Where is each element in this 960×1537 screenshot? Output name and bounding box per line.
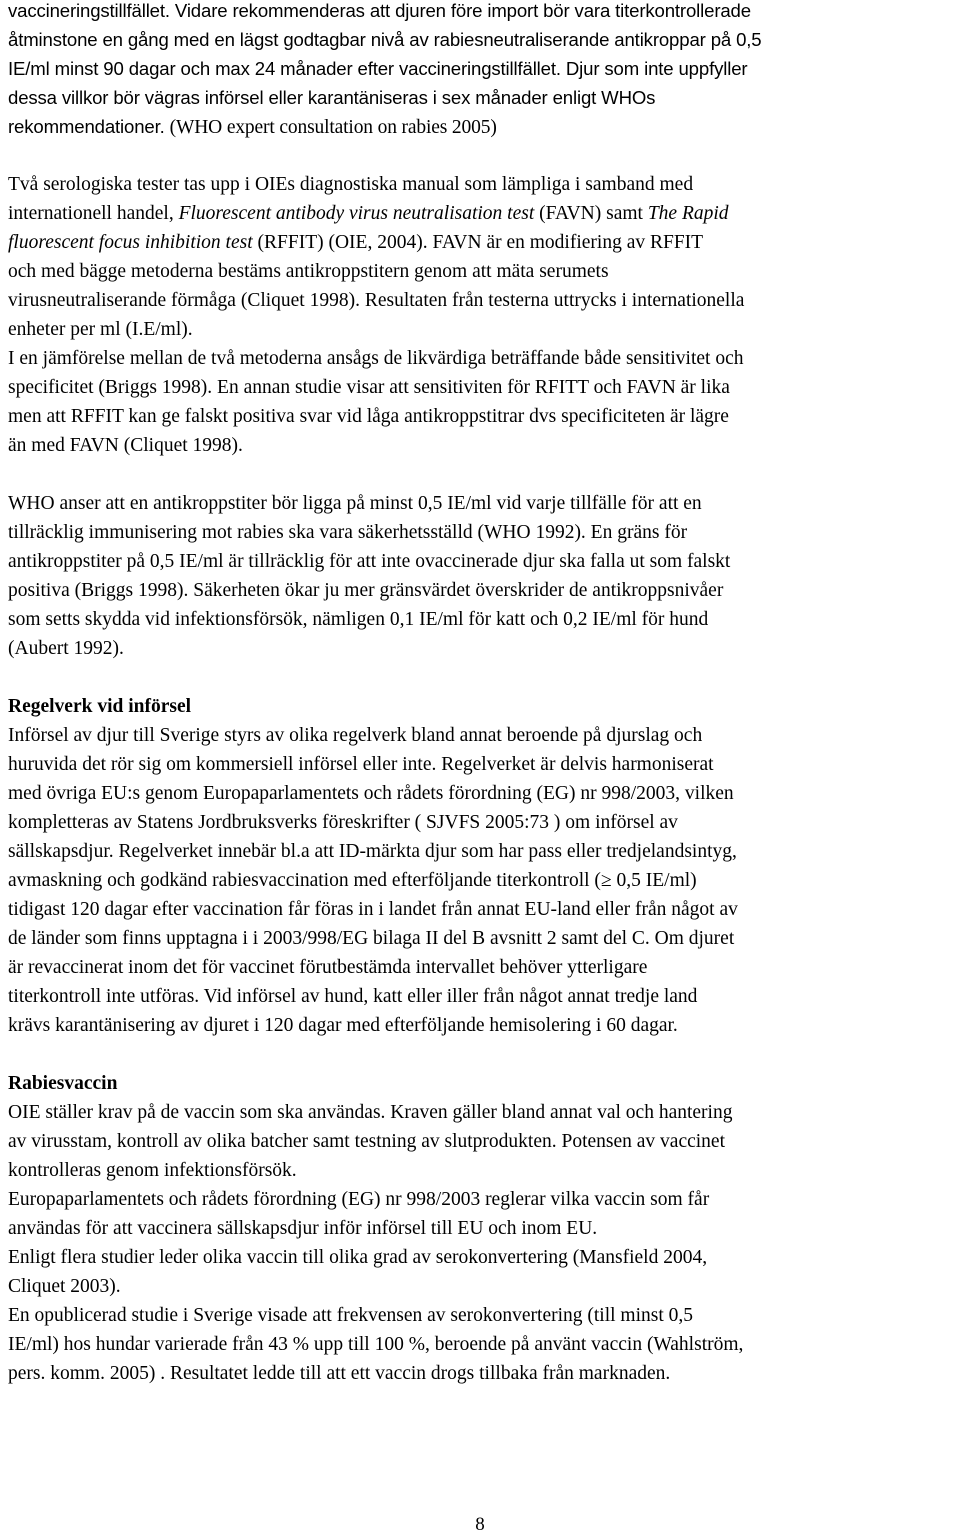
- text-run: OIE ställer krav på de vaccin som ska användas. Kraven gäller bland annat val och hantering: [8, 1102, 733, 1123]
- text-line: [8, 1276, 121, 1302]
- section-heading: [8, 1073, 117, 1099]
- text-run: (RFFIT) (OIE, 2004). FAVN är en modifiering av RFFIT: [252, 232, 704, 253]
- text-run: En opublicerad studie i Sverige visade att frekvensen av serokonvertering (till minst 0,5: [8, 1305, 694, 1326]
- text-run: avmaskning och godkänd rabiesvaccination med efterföljande titerkontroll (≥ 0,5 IE/ml): [8, 870, 697, 891]
- text-line: [8, 290, 744, 316]
- text-run: internationell handel,: [8, 203, 179, 224]
- text-line: [8, 1160, 297, 1186]
- text-run: tillräcklig immunisering mot rabies ska vara säkerhetsställd (WHO 1992). En gräns för: [8, 522, 688, 543]
- text-line: [8, 899, 738, 925]
- text-run: titerkontroll inte utföras. Vid införsel av hund, katt eller iller från något annat tredje land: [8, 986, 698, 1007]
- text-line: [8, 928, 734, 954]
- text-line: [8, 261, 609, 287]
- text-run: (WHO expert consultation on rabies 2005): [169, 117, 497, 138]
- text-run: dessa villkor bör vägras införsel eller karantäniseras i sex månader enligt WHOs: [8, 87, 656, 108]
- text-line: [8, 986, 697, 1012]
- italic-text: Fluorescent antibody virus neutralisation test: [178, 203, 535, 224]
- text-line: [8, 58, 747, 84]
- text-run: Två serologiska tester tas upp i OIEs diagnostiska manual som lämpliga i samband med: [8, 174, 694, 195]
- text-line: [8, 522, 687, 548]
- text-line: [8, 638, 124, 664]
- text-line: [8, 957, 647, 983]
- text-run: Cliquet 2003).: [8, 1276, 121, 1297]
- text-run: kompletteras av Statens Jordbruksverks föreskrifter ( SJVFS 2005:73 ) om införsel av: [8, 812, 678, 833]
- text-run: I en jämförelse mellan de två metoderna ansågs de likvärdiga beträffande både sensitivitet och: [8, 348, 744, 369]
- text-line: [8, 232, 703, 258]
- text-run: (FAVN) samt: [534, 203, 648, 224]
- text-run: specificitet (Briggs 1998). En annan studie visar att sensitiviten för RFITT och FAVN är lika: [8, 377, 730, 398]
- text-line: [8, 754, 714, 780]
- text-run: sällskapsdjur. Regelverket innebär bl.a att ID-märkta djur som har pass eller tredjelandsintyg,: [8, 841, 737, 862]
- text-line: [8, 841, 737, 867]
- text-run: krävs karantänisering av djuret i 120 dagar med efterföljande hemisolering i 60 dagar.: [8, 1015, 678, 1036]
- text-run: IE/ml minst 90 dagar och max 24 månader efter vaccineringstillfället. Djur som inte uppfyller: [8, 58, 748, 79]
- text-line: [8, 435, 243, 461]
- text-line: [8, 551, 730, 577]
- text-run: är revaccinerat inom det för vaccinet förutbestämda intervallet behöver ytterligare: [8, 957, 648, 978]
- text-line: [8, 1102, 732, 1128]
- text-run: Regelverk vid införsel: [8, 696, 192, 717]
- text-run: än med FAVN (Cliquet 1998).: [8, 435, 243, 456]
- text-line: [8, 1305, 693, 1331]
- text-line: [8, 1189, 709, 1215]
- text-line: [8, 1334, 743, 1360]
- italic-text: The Rapid: [647, 203, 729, 224]
- text-line: [8, 609, 708, 635]
- text-run: IE/ml) hos hundar varierade från 43 % upp till 100 %, beroende på använt vaccin (Wahlström,: [8, 1334, 744, 1355]
- text-line: [8, 319, 193, 345]
- section-heading: [8, 696, 191, 722]
- text-run: Europaparlamentets och rådets förordning (EG) nr 998/2003 reglerar vilka vaccin som får: [8, 1189, 710, 1210]
- text-line: [8, 493, 702, 519]
- text-line: [8, 725, 702, 751]
- text-line: [8, 580, 723, 606]
- text-line: [8, 377, 730, 403]
- text-line: [8, 203, 729, 229]
- text-run: som setts skydda vid infektionsförsök, nämligen 0,1 IE/ml för katt och 0,2 IE/ml för hund: [8, 609, 709, 630]
- text-line: [8, 870, 697, 896]
- text-run: enheter per ml (I.E/ml).: [8, 319, 193, 340]
- text-line: [8, 1218, 597, 1244]
- text-run: huruvida det rör sig om kommersiell införsel eller inte. Regelverket är delvis harmoniserat: [8, 754, 714, 775]
- text-run: WHO anser att en antikroppstiter bör ligga på minst 0,5 IE/ml vid varje tillfälle för att en: [8, 493, 702, 514]
- text-line: [8, 1015, 678, 1041]
- text-run: med övriga EU:s genom Europaparlamentets och rådets förordning (EG) nr 998/2003, vilken: [8, 783, 734, 804]
- text-run: men att RFFIT kan ge falskt positiva svar vid låga antikroppstitrar dvs specificiteten är lägre: [8, 406, 729, 427]
- text-line: [8, 812, 678, 838]
- text-run: antikroppstiter på 0,5 IE/ml är tillräcklig för att inte ovaccinerade djur ska falla ut som falskt: [8, 551, 731, 572]
- text-run: Införsel av djur till Sverige styrs av olika regelverk bland annat beroende på djurslag och: [8, 725, 703, 746]
- text-run: de länder som finns upptagna i i 2003/998/EG bilaga II del B avsnitt 2 samt del C. Om djuret: [8, 928, 735, 949]
- text-run: vaccineringstillfället. Vidare rekommenderas att djuren före import bör vara titerkontrollerade: [8, 0, 751, 21]
- text-run: av virusstam, kontroll av olika batcher samt testning av slutprodukten. Potensen av vaccinet: [8, 1131, 725, 1152]
- text-line: [8, 174, 693, 200]
- text-line: [8, 87, 655, 113]
- text-run: kontrolleras genom infektionsförsök.: [8, 1160, 297, 1181]
- text-run: Rabiesvaccin: [8, 1073, 118, 1094]
- text-run: rekommendationer.: [8, 116, 170, 137]
- text-line: [8, 348, 743, 374]
- text-line: [8, 0, 751, 26]
- text-line: [8, 29, 761, 55]
- page-number: 8: [475, 1514, 485, 1535]
- text-line: [8, 116, 497, 142]
- text-line: [8, 783, 734, 809]
- italic-text: fluorescent focus inhibition test: [8, 232, 253, 253]
- text-run: virusneutraliserande förmåga (Cliquet 1998). Resultaten från testerna uttrycks i internationella: [8, 290, 745, 311]
- text-run: och med bägge metoderna bestäms antikroppstitern genom att mäta serumets: [8, 261, 609, 282]
- text-run: Enligt flera studier leder olika vaccin till olika grad av serokonvertering (Mansfield 2004,: [8, 1247, 708, 1268]
- text-line: [8, 406, 729, 432]
- text-run: (Aubert 1992).: [8, 638, 124, 659]
- text-line: [8, 1131, 725, 1157]
- text-line: [8, 1363, 670, 1389]
- text-run: positiva (Briggs 1998). Säkerheten ökar ju mer gränsvärdet överskrider de antikroppsnivåer: [8, 580, 724, 601]
- text-line: [8, 1247, 707, 1273]
- text-run: tidigast 120 dagar efter vaccination får föras in i landet från annat EU-land eller från något av: [8, 899, 738, 920]
- text-run: användas för att vaccinera sällskapsdjur inför införsel till EU och inom EU.: [8, 1218, 598, 1239]
- text-run: pers. komm. 2005) . Resultatet ledde till att ett vaccin drogs tillbaka från marknaden.: [8, 1363, 671, 1384]
- text-run: åtminstone en gång med en lägst godtagbar nivå av rabiesneutraliserande antikroppar på 0,5: [8, 29, 762, 50]
